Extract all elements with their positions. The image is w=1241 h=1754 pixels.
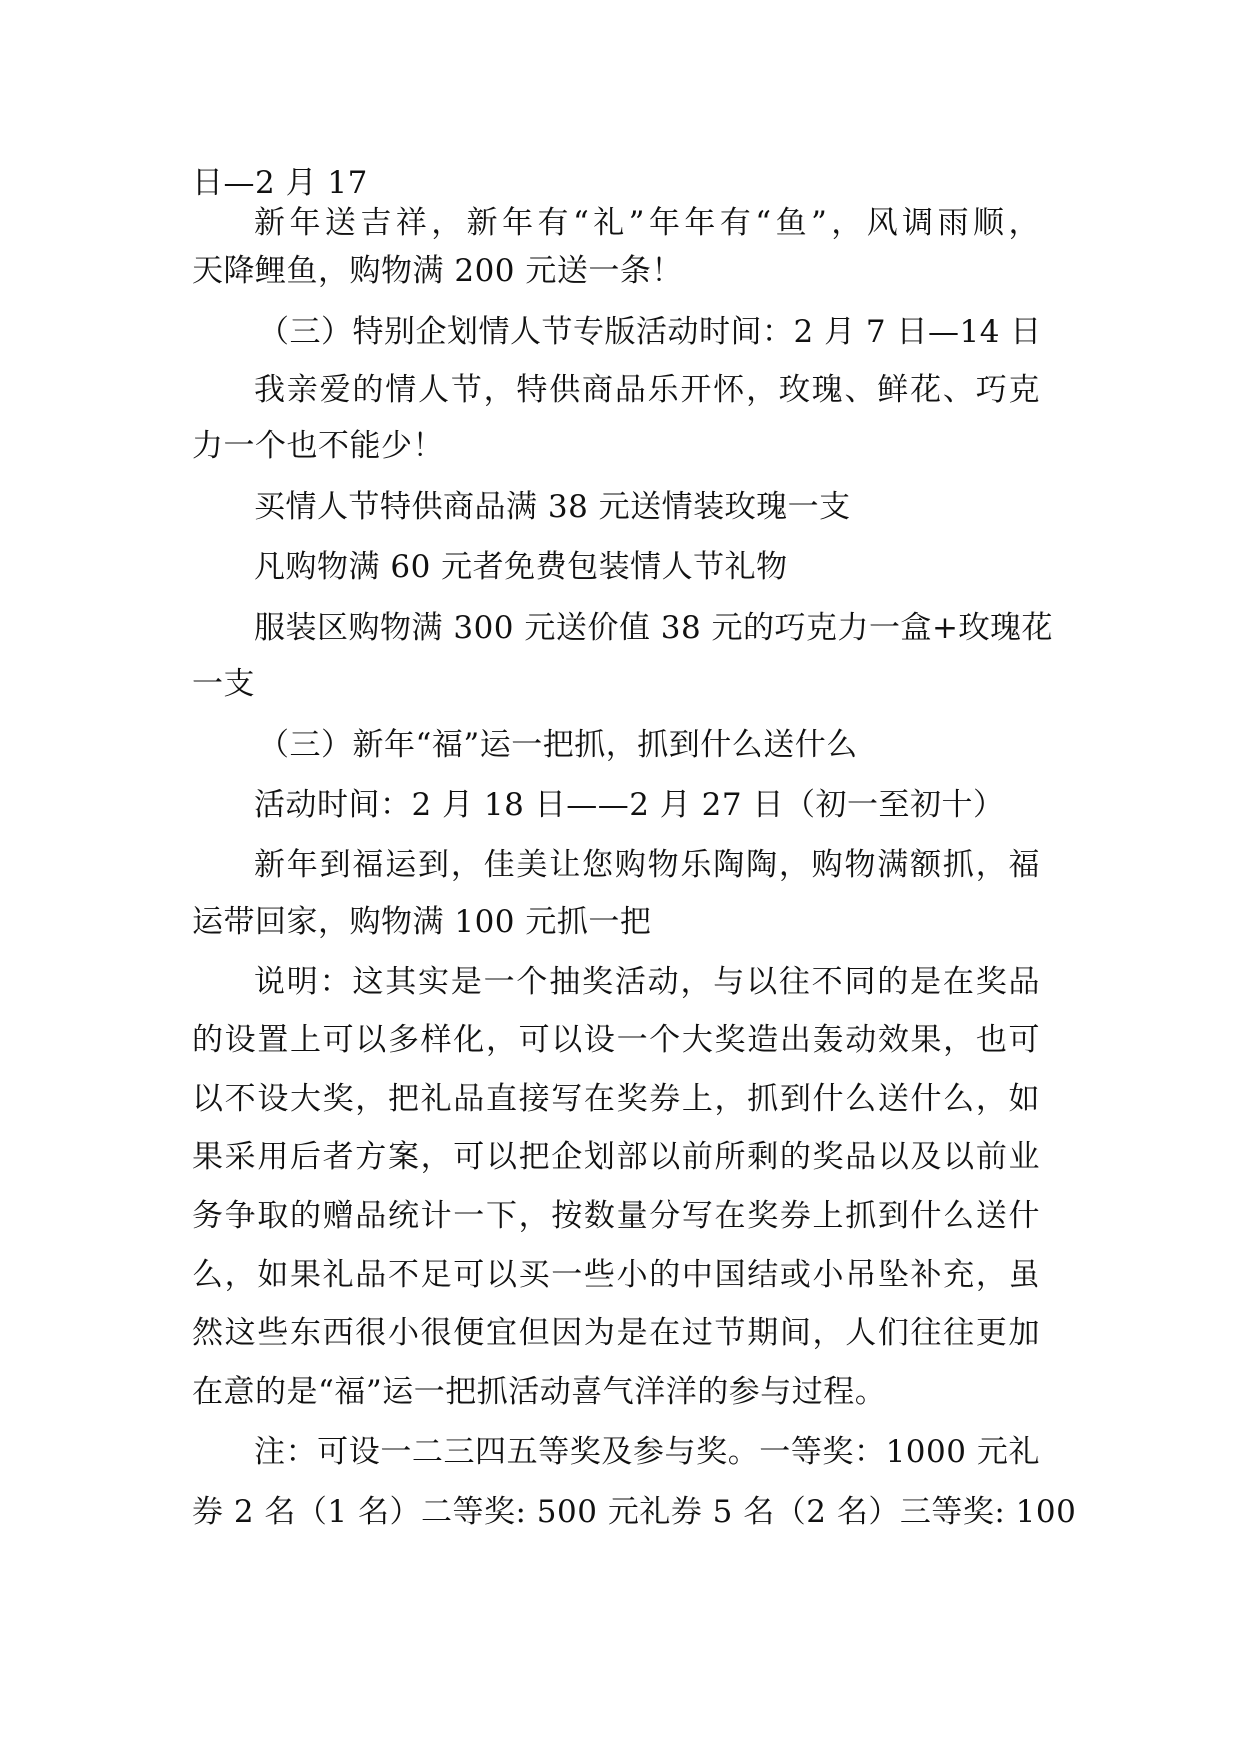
text-line: 日—2 月 17: [192, 165, 368, 201]
text-line: 服装区购物满 300 元送价值 38 元的巧克力一盒+玫瑰花: [254, 610, 1054, 646]
text-line: 说明：这其实是一个抽奖活动，与以往不同的是在奖品: [254, 964, 1040, 1000]
text-line: 力一个也不能少！: [192, 428, 444, 464]
text-line: 凡购物满 60 元者免费包装情人节礼物: [254, 549, 788, 585]
text-line: 活动时间：2 月 18 日——2 月 27 日（初一至初十）: [254, 787, 1005, 823]
text-line: 注：可设一二三四五等奖及参与奖。一等奖：1000 元礼: [254, 1434, 1040, 1470]
section-heading: （三）新年“福”运一把抓，抓到什么送什么: [258, 727, 858, 763]
text-line: 然这些东西很小很便宜但因为是在过节期间，人们往往更加: [192, 1315, 1040, 1351]
text-line: 天降鲤鱼，购物满 200 元送一条！: [192, 253, 683, 289]
text-line: 买情人节特供商品满 38 元送情装玫瑰一支: [254, 489, 851, 525]
text-line: 新年送吉祥，新年有“礼”年年有“鱼”，风调雨顺，: [254, 205, 1040, 241]
text-line: 务争取的赠品统计一下，按数量分写在奖券上抓到什么送什: [192, 1198, 1040, 1234]
text-line: 我亲爱的情人节，特供商品乐开怀，玫瑰、鲜花、巧克: [254, 372, 1040, 408]
text-line: 券 2 名（1 名）二等奖: 500 元礼券 5 名（2 名）三等奖: 100: [192, 1494, 1077, 1530]
text-line: 果采用后者方案，可以把企划部以前所剩的奖品以及以前业: [192, 1139, 1040, 1175]
text-line: 么，如果礼品不足可以买一些小的中国结或小吊坠补充，虽: [192, 1257, 1040, 1293]
text-line: 的设置上可以多样化，可以设一个大奖造出轰动效果，也可: [192, 1022, 1040, 1058]
section-heading: （三）特别企划情人节专版活动时间：2 月 7 日—14 日: [258, 314, 1042, 350]
text-line: 一支: [192, 666, 255, 702]
text-line: 运带回家，购物满 100 元抓一把: [192, 904, 652, 940]
text-line: 在意的是“福”运一把抓活动喜气洋洋的参与过程。: [192, 1374, 887, 1410]
text-line: 新年到福运到，佳美让您购物乐陶陶，购物满额抓，福: [254, 847, 1040, 883]
text-line: 以不设大奖，把礼品直接写在奖券上，抓到什么送什么，如: [192, 1081, 1040, 1117]
